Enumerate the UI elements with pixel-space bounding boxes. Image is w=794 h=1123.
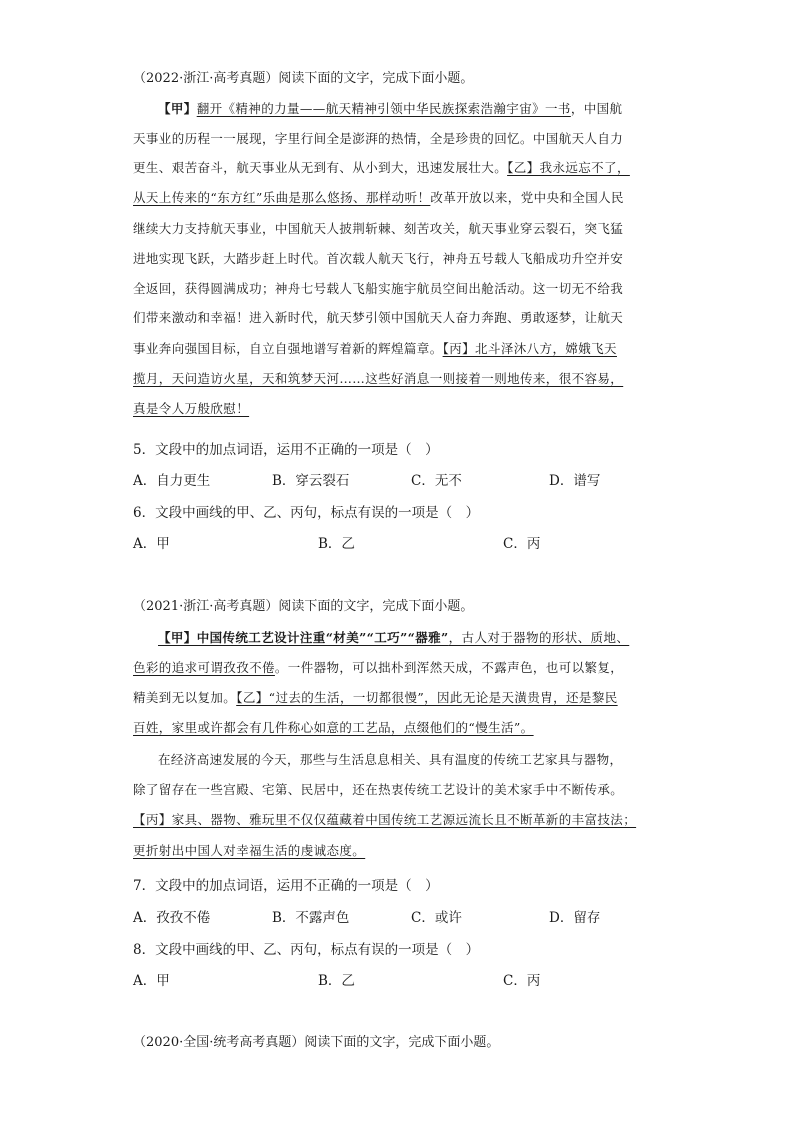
underlined-sentence-jia: 【甲】中国传统工艺设计注重“材美”“工巧”“器雅”，古人对于器物的形状、质地、 bbox=[158, 630, 630, 645]
underlined-sentence-bing: 揽月，天问造访火星，天和筑梦天河……这些好消息一则接着一则地传来，很不容易， bbox=[133, 371, 624, 386]
underlined-sentence-yi: 百姓，家里或许都会有几件称心如意的工艺品，点缀他们的“慢生活”。 bbox=[133, 720, 534, 735]
option-b[interactable]: B．乙 bbox=[318, 973, 355, 989]
option-c[interactable]: C．或许 bbox=[411, 910, 462, 926]
option-c[interactable]: C．丙 bbox=[503, 536, 541, 552]
passage-line: 继续大力支持航天事业，中国航天人披荆斩棘、刻苦攻关，航天事业穿云裂石，突飞猛 bbox=[133, 221, 624, 236]
passage-line: 更生、艰苦奋斗，航天事业从无到有、从小到大，迅速发展壮大。【乙】我永远忘不了， bbox=[133, 160, 630, 175]
passage-line: 色彩的追求可谓孜孜不倦。一件器物，可以拙朴到浑然天成，不露声色，也可以繁复， bbox=[133, 660, 624, 675]
underlined-sentence-jia: 翻开《精神的力量——航天精神引领中华民族探索浩瀚宇宙》一书 bbox=[196, 101, 571, 116]
question-8: 8．文段中画线的甲、乙、丙句，标点有误的一项是（ ） bbox=[133, 942, 480, 958]
passage-line: 们带来激动和幸福！进入新时代，航天梦引领中国航天人奋力奔跑、勇敢逐梦，让航天 bbox=[133, 310, 624, 325]
passage-line: 事业奔向强国目标，自立自强地谱写着新的辉煌篇章。【丙】北斗泽沐八方，嫦娥飞天 bbox=[133, 341, 617, 356]
option-c[interactable]: C．无不 bbox=[411, 473, 462, 489]
underlined-sentence-yi: 【乙】“过去的生活，一切都很慢”，因此无论是天潢贵胄，还是黎民 bbox=[236, 690, 618, 705]
option-b[interactable]: B．乙 bbox=[318, 536, 355, 552]
underlined-sentence-bing: 【丙】家具、器物、雅玩里不仅仅蕴藏着中国传统工艺源远流长且不断革新的丰富技法； bbox=[133, 812, 637, 827]
passage-line: 【甲】翻开《精神的力量——航天精神引领中华民族探索浩瀚宇宙》一书，中国航 bbox=[158, 101, 623, 116]
passage-line: 天事业的历程一一展现，字里行间全是澎湃的热情，全是珍贵的回忆。中国航天人自力 bbox=[133, 131, 624, 146]
passage-line: 在经济高速发展的今天，那些与生活息息相关、具有温度的传统工艺家具与器物， bbox=[158, 752, 623, 767]
option-d[interactable]: D．谱写 bbox=[549, 473, 601, 489]
passage-line: 从天上传来的“东方红”乐曲是那么悠扬、那样动听！改革开放以来，党中央和全国人民 bbox=[133, 190, 624, 205]
passage-line: 全返回，获得圆满成功；神舟七号载人飞船实施宇航员空间出舱活动。这一切无不给我 bbox=[133, 281, 624, 296]
passage-line: 进地实现飞跃，大踏步赶上时代。首次载人航天飞行，神舟五号载人飞船成功升空并安 bbox=[133, 251, 624, 266]
underlined-sentence-bing: 真是令人万般欣慰！ bbox=[133, 401, 250, 416]
option-a[interactable]: A．甲 bbox=[133, 536, 170, 552]
question-7: 7．文段中的加点词语，运用不正确的一项是（ ） bbox=[133, 878, 439, 894]
passage-line: 精美到无以复加。【乙】“过去的生活，一切都很慢”，因此无论是天潢贵胄，还是黎民 bbox=[133, 690, 618, 705]
option-a[interactable]: A．孜孜不倦 bbox=[133, 910, 211, 926]
option-c[interactable]: C．丙 bbox=[503, 973, 541, 989]
question-6: 6．文段中画线的甲、乙、丙句，标点有误的一项是（ ） bbox=[133, 505, 480, 521]
section-header: （2022·浙江·高考真题）阅读下面的文字，完成下面小题。 bbox=[133, 71, 474, 86]
underlined-sentence-bing: 【丙】北斗泽沐八方，嫦娥飞天 bbox=[442, 341, 617, 356]
underlined-sentence-yi: 从天上传来的“东方红”乐曲是那么悠扬、那样动听！ bbox=[133, 190, 431, 205]
underlined-sentence-jia: 色彩的追求可谓孜孜不倦 bbox=[133, 660, 275, 675]
option-b[interactable]: B．不露声色 bbox=[272, 910, 350, 926]
section-header: （2021·浙江·高考真题）阅读下面的文字，完成下面小题。 bbox=[133, 599, 474, 614]
option-a[interactable]: A．甲 bbox=[133, 973, 170, 989]
passage-line: 除了留存在一些宫殿、宅第、民居中，还在热衷传统工艺设计的美术家手中不断传承。 bbox=[133, 782, 624, 797]
underlined-sentence-yi: 【乙】我永远忘不了， bbox=[507, 160, 630, 175]
option-a[interactable]: A．自力更生 bbox=[133, 473, 211, 489]
underlined-sentence-bing: 更折射出中国人对幸福生活的虔诚态度。 bbox=[133, 843, 366, 858]
option-b[interactable]: B．穿云裂石 bbox=[272, 473, 350, 489]
section-header: （2020·全国·统考高考真题）阅读下面的文字，完成下面小题。 bbox=[133, 1035, 500, 1050]
option-d[interactable]: D．留存 bbox=[549, 910, 601, 926]
question-5: 5．文段中的加点词语，运用不正确的一项是（ ） bbox=[133, 442, 439, 458]
